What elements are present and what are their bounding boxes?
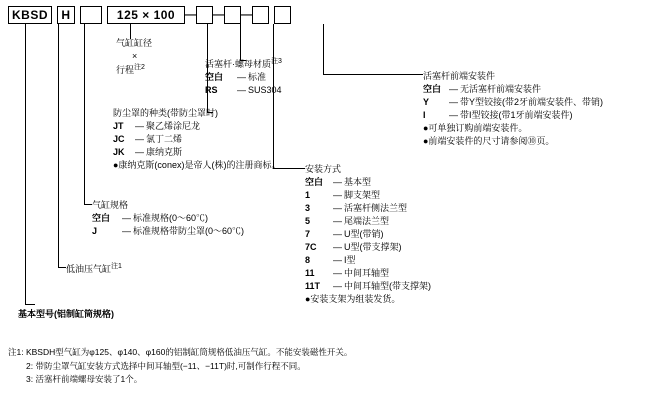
mounting-dash-3: — [333,216,342,227]
mounting-label-4: U型(带销) [344,229,384,240]
front-mount-dash-2: — [449,110,458,121]
note-line-1 [8,360,352,374]
mounting-dash-5: — [333,242,342,253]
mounting-item-6 [305,254,431,267]
mounting-code-7: 11 [305,268,315,279]
dust-cover-code-1: JC [113,134,125,145]
front-mount-title: 活塞杆前端安装件 [423,71,496,81]
dust-cover-item-1 [113,133,280,146]
mounting-item-0 [305,176,431,189]
note-index-2: 3: [26,374,34,385]
front-mount-dash-0: — [449,84,458,95]
dust-cover-code-2: JK [113,147,125,158]
front-mount-bullet-1: ●前端安装件的尺寸请参阅⑩页。 [423,136,555,147]
notes-section [8,346,352,387]
code-box-h: H [57,6,75,24]
mounting-dash-0: — [333,177,342,188]
mounting-dash-8: — [333,281,342,292]
cylinder-spec-label-1: 标准规格带防尘罩(0～60℃) [133,226,245,237]
cylinder-spec-code-0: 空白 [92,213,111,224]
rod-nut-label-1: SUS304 [248,85,282,96]
front-mount-code-1: Y [423,97,430,108]
mounting-block [305,163,431,307]
code-dash-2: — [213,9,224,21]
front-mount-dash-1: — [449,97,458,108]
mounting-dash-7: — [333,268,342,279]
bore-stroke-line1: 气缸缸径 [116,38,153,48]
mounting-label-7: 中间耳轴型 [344,268,390,279]
code-box-rod-nut [224,6,241,24]
mounting-code-5: 7C [305,242,317,253]
front-mount-block [423,70,603,148]
mounting-code-4: 7 [305,229,311,240]
rod-nut-code-0: 空白 [205,72,224,83]
mounting-label-0: 基本型 [344,177,372,188]
cylinder-spec-dash-1: — [122,226,131,237]
front-mount-item-0 [423,83,603,96]
mounting-title: 安装方式 [305,164,342,174]
leader-line-rodnut [240,24,241,60]
cylinder-spec-item-1 [92,225,244,238]
leader-line-frontmount-h [323,74,423,75]
mounting-item-7 [305,267,431,280]
bore-stroke-note: 注2 [134,64,145,72]
note-line-2 [8,373,352,387]
mounting-code-1: 1 [305,190,311,201]
mounting-dash-4: — [333,229,342,240]
mounting-item-2 [305,202,431,215]
dust-cover-dash-1: — [135,134,144,145]
rod-nut-note: 注3 [271,58,282,65]
rod-nut-block [205,57,282,97]
dust-cover-label-0: 聚乙烯涂尼龙 [146,121,201,132]
rod-nut-title: 活塞杆·螺母材质 [205,59,271,69]
dust-cover-item-0 [113,120,280,133]
mounting-label-1: 脚支架型 [344,190,381,201]
leader-line-cyl-spec [84,24,85,204]
front-mount-item-2 [423,109,603,122]
mounting-code-0: 空白 [305,177,324,188]
bore-stroke-line3: 行程 [116,65,135,76]
code-box-dust-cover [196,6,213,24]
dust-cover-item-2 [113,146,280,159]
mounting-item-4 [305,228,431,241]
low-fuel-title: 低油压气缸 [66,264,112,274]
low-fuel-note: 注1 [111,263,122,270]
basic-model-title: 基本型号(铝制缸筒规格) [18,309,114,319]
dust-cover-dash-0: — [135,121,144,132]
mounting-label-3: 尾端法兰型 [344,216,390,227]
mounting-label-2: 活塞杆侧法兰型 [344,203,408,214]
code-box-kbsd: KBSD [8,6,52,24]
leader-line-low-fuel [58,24,59,267]
code-box-mounting [252,6,269,24]
mounting-item-1 [305,189,431,202]
cylinder-spec-block [92,199,244,238]
rod-nut-label-0: 标准 [248,72,267,83]
rod-nut-dash-1: — [237,85,246,96]
mounting-label-5: U型(带支撑架) [344,242,402,253]
leader-line-cyl-spec-h [84,204,92,205]
dust-cover-label-2: 康纳克斯 [146,147,183,158]
leader-line-low-fuel-h [58,267,66,268]
mounting-code-3: 5 [305,216,311,227]
mounting-item-8 [305,280,431,293]
note-text-2: 活塞杆前端螺母安装了1个。 [35,374,143,385]
front-mount-label-0: 无活塞杆前端安装件 [460,84,542,95]
rod-nut-code-1: RS [205,85,218,96]
mounting-dash-1: — [333,190,342,201]
dust-cover-label-1: 氯丁二烯 [146,134,183,145]
mounting-label-6: I型 [344,255,356,266]
leader-line-basic-model-h [25,304,35,305]
rod-nut-item-1 [205,84,282,97]
bore-stroke-multiply: × [132,51,138,62]
note-line-0 [8,346,352,360]
front-mount-code-0: 空白 [423,84,442,95]
mounting-footnote: ●安装支架为组装发货。 [305,294,401,305]
mounting-code-6: 8 [305,255,311,266]
model-code-row [8,6,291,24]
note-text-1: 带防尘罩气缸安装方式选择中间耳轴型(−11、−11T)时,可制作行程不同。 [35,360,306,371]
cylinder-spec-item-0 [92,212,244,225]
code-dash-1: — [185,9,196,21]
mounting-dash-2: — [333,203,342,214]
mounting-code-2: 3 [305,203,311,214]
cylinder-spec-title: 气缸规格 [92,200,129,210]
cylinder-spec-label-0: 标准规格(0～60℃) [133,213,209,224]
code-dash-3: — [241,9,252,21]
rod-nut-dash-0: — [237,72,246,83]
dust-cover-title: 防尘罩的种类(带防尘罩时) [113,108,218,118]
mounting-dash-6: — [333,255,342,266]
front-mount-label-2: 带I型铰接(带1牙前端安装件) [460,110,573,121]
rod-nut-item-0 [205,71,282,84]
leader-line-frontmount [323,24,324,74]
dust-cover-footnote: ●康纳克斯(conex)是帝人(株)的注册商标。 [113,160,281,171]
dust-cover-block [113,107,280,172]
code-box-bore-stroke: 125 × 100 [107,6,185,24]
front-mount-code-2: I [423,110,426,121]
mounting-item-5 [305,241,431,254]
mounting-label-8: 中间耳轴型(带支撑架) [344,281,431,292]
low-fuel-block [66,262,122,276]
bore-stroke-block [116,37,152,77]
cylinder-spec-code-1: J [92,226,98,237]
mounting-item-3 [305,215,431,228]
front-mount-bullet-0: ●可单独订购前端安装件。 [423,123,528,134]
basic-model-block [18,308,114,321]
code-box-front-mount [274,6,291,24]
front-mount-item-1 [423,96,603,109]
dust-cover-dash-2: — [135,147,144,158]
front-mount-label-1: 带Y型铰接(带2牙前端安装件、带销) [460,97,604,108]
code-box-cylinder-spec [80,6,102,24]
note-index-0: 注1: [8,347,24,357]
note-index-1: 2: [26,360,34,371]
dust-cover-code-0: JT [113,121,124,132]
cylinder-spec-dash-0: — [122,213,131,224]
mounting-code-8: 11T [305,281,321,292]
leader-line-basic-model [25,24,26,304]
note-text-0: KBSDH型气缸为φ125、φ140、φ160的铝制缸筒规格低油压气缸。不能安装磁性开关。 [25,347,353,357]
